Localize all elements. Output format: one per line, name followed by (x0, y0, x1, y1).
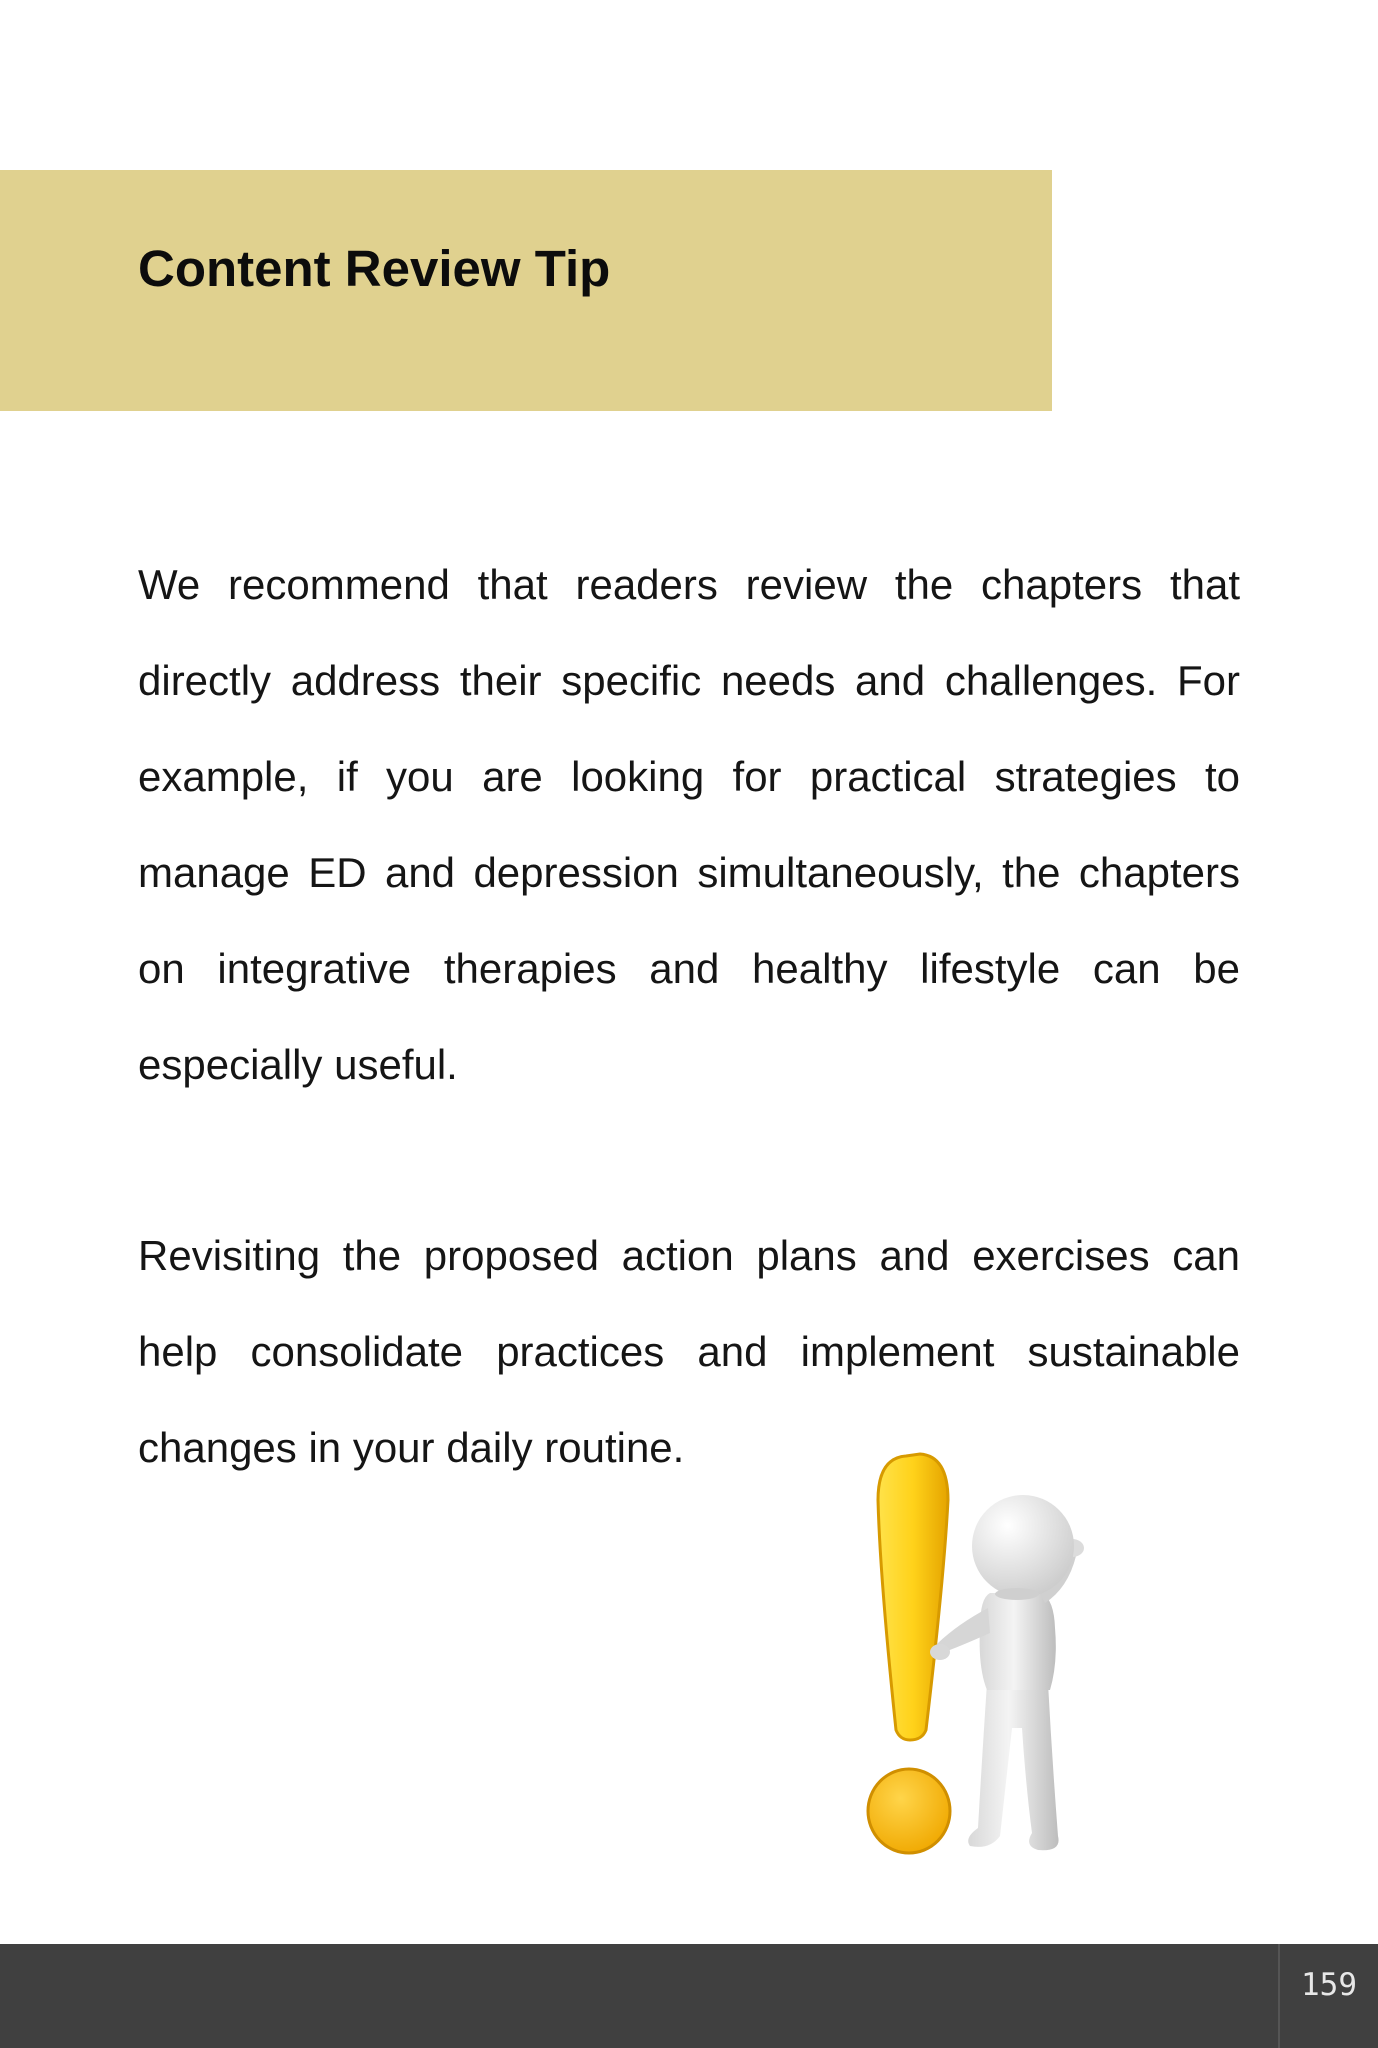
page-title: Content Review Tip (138, 240, 611, 297)
person-with-exclamation-mark-icon (840, 1428, 1120, 1868)
page-number: 159 (1301, 1967, 1357, 2003)
body-paragraph: Revisiting the proposed action plans and exercises can help consolidate practices and implement sustainable changes in your daily routine. (138, 1232, 1240, 1471)
footer-bar (0, 1944, 1378, 2048)
body-paragraph: We recommend that readers review the chapters that directly address their specific needs and challenges. For example, if you are looking for practical strategies to manage ED and depression simultaneously, the chapters on integrative therapies and healthy lifestyle can be especially useful. (138, 561, 1240, 1088)
